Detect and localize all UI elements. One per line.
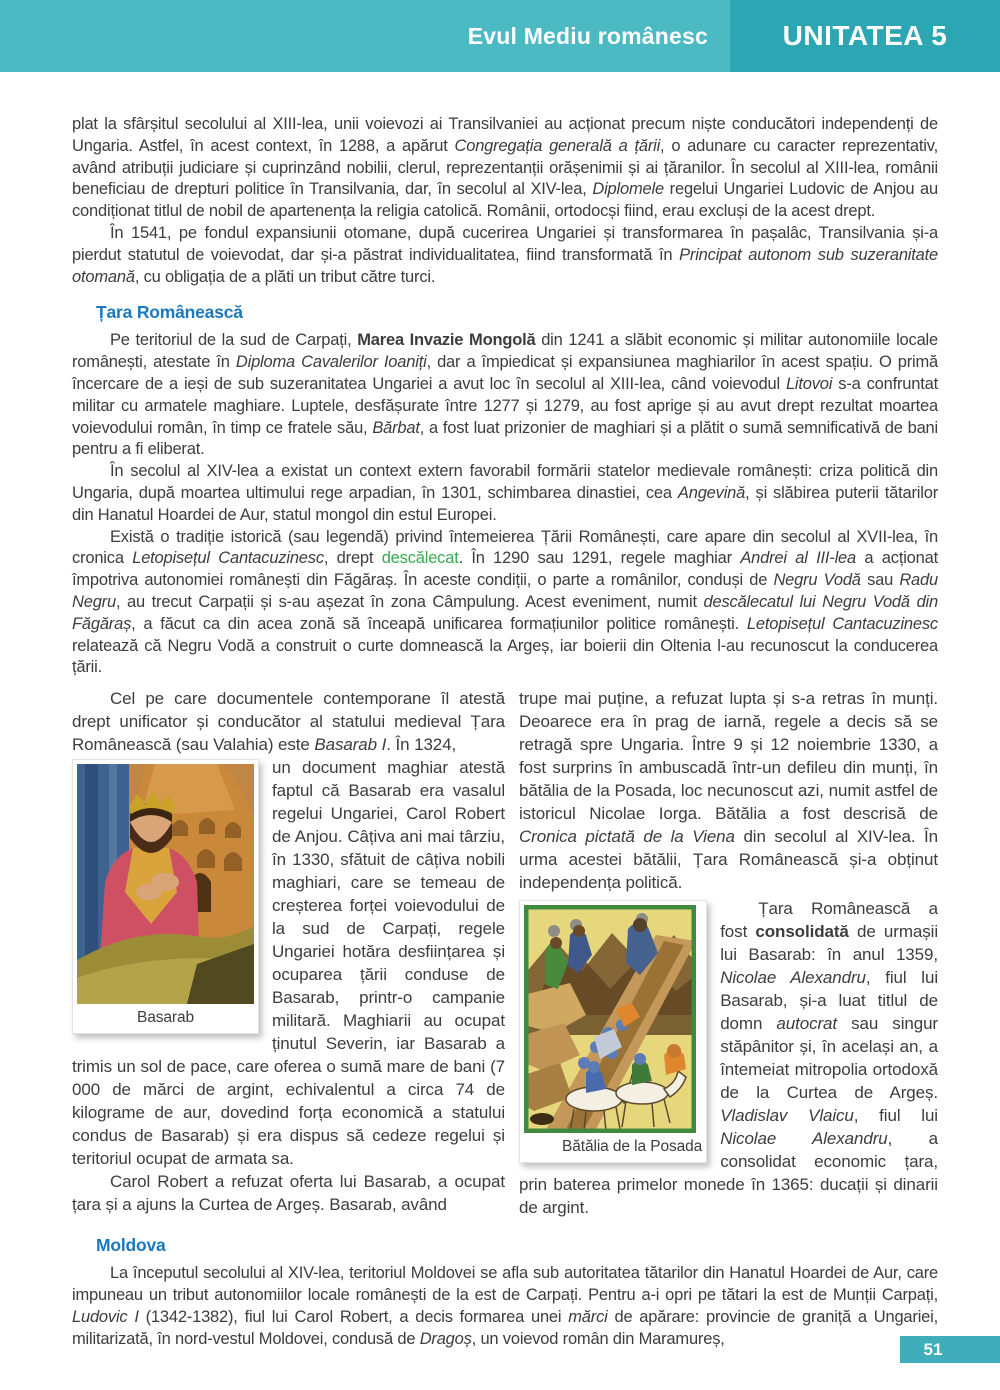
paragraph-text: Țara Românească a fost consolidată de urmașii lui Basarab: în anul 1359, Nicolae Alexandru, fiul lui Basarab, și-a luat titlul de domn autocrat sau singur stăpânitor și, în același an, a întemeiat mitropolia ortodoxă de la Curtea de Argeș. Vladislav Vlaicu, fiul lui Nicolae Alexandru, a consolidat economic țara, prin baterea primelor monede în 1365: ducații și dinarii de argint. — [519, 899, 938, 1218]
two-column-section — [72, 687, 938, 1219]
paragraph-transilvania-continuation — [72, 114, 938, 223]
paragraph-text: trupe mai puține, a refuzat lupta și s-a retras în munți. Deoarece era în prag de iarnă, regele a decis să se retragă spre Ungaria. Între 9 și 12 noiembrie 1330, a fost surprins în ambuscadă într-un defileu din munți, în bătălia de la Posada, loc necunoscut azi, numit astfel de istoricul Nicolae Iorga. Bătălia a fost descrisă de Cronica pictată de la Viena din secolul al XIV-lea. În urma acestei bătălii, Țara Românească și-a obținut independența politică. — [519, 689, 938, 893]
paragraph-transilvania-1541 — [72, 223, 938, 288]
unit-badge: UNITATEA 5 — [730, 0, 1000, 72]
left-column — [72, 687, 505, 1219]
paragraph-traditie-descalecat — [72, 527, 938, 680]
basarab-fresco-image — [77, 764, 254, 1004]
posada-miniature-image — [524, 905, 696, 1133]
paragraph-text: plat la sfârșitul secolului al XIII-lea, unii voievozi ai Transilvaniei au acționat precum niște conducători independenți de Ungaria. Astfel, în acest context, în 1288, a apărut Congregația generală a țării, o adunare cu caracter reprezentativ, având atribuții judiciare și cuprinzând nobilii, clerul, reprezentanții orășenimii și ai țăranilor. În secolul al XIII-lea, românii beneficiau de drepturi politice în Transilvania, dar, în secolul al XIV-lea, Diplomele regelui Ungariei Ludovic de Anjou au condiționat titlul de nobil de apartenența la religia catolică. Românii, ortodocși fiind, erau excluși de la acest drept. — [72, 115, 938, 221]
paragraph-context-extern — [72, 461, 938, 526]
right-column — [519, 687, 938, 1219]
paragraph-text: Pe teritoriul de la sud de Carpați, Marea Invazie Mongolă din 1241 a slăbit economic și militar autonomiile locale românești, atestate în Diploma Cavalerilor Ioaniți, dar a împiedicat și expansiunea maghiarilor în acest spațiu. O primă încercare de a ieși de sub suzeranitatea Ungariei a avut loc în secolul al XIII-lea, când voievodul Litovoi s-a confruntat militar cu armatele maghiare. Luptele, desfășurate între 1277 și 1279, au fost aprige și au avut drept rezultat moartea voievodului român, în timp ce fratele său, Bărbat, a fost luat prizonier de maghiari și a plătit o sumă semnificativă de bani pentru a fi eliberat. — [72, 331, 939, 459]
posada-figure-caption: Bătălia de la Posada — [562, 1138, 703, 1156]
chapter-title: Evul Mediu românesc — [467, 22, 708, 49]
paragraph-consolidare — [519, 897, 938, 1219]
paragraph-basarab-intro — [72, 687, 505, 756]
paragraph-text: La începutul secolului al XIV-lea, teritoriul Moldovei se afla sub autoritatea tătarilor din Hanatul Hoardei de Aur, care impuneau un tribut autonomiilor locale românești de la est de Carpați. Pentru a-i opri pe tătari la est de Munții Carpați, Ludovic I (1342-1382), fiul lui Carol Robert, a decis formarea unei mărci de apărare: provincie de graniță a Ungariei, militarizată, în nord-vestul Moldovei, condusă de Dragoș, un voievod român din Maramureș, — [72, 1264, 938, 1348]
paragraph-text: Cel pe care documentele contemporane îl atestă drept unificator și conducător al statului medieval Țara Românească (sau Valahia) este Basarab I. În 1324, — [72, 689, 505, 755]
paragraph-invazie-mongola — [72, 330, 938, 461]
page-content — [0, 72, 1000, 1352]
paragraph-basarab-wrap — [72, 756, 505, 1170]
paragraph-text: În 1541, pe fondul expansiunii otomane, după cucerirea Ungariei și transformarea în pașalâc, Transilvania și-a pierdut statutul de voievodat, dar și-a păstrat individualitatea, fiind transformată în Principat autonom sub suzeranitate otomană, cu obligația de a plăti un tribut către turci. — [72, 223, 938, 286]
heading-moldova: Moldova — [96, 1235, 166, 1256]
paragraph-carol-robert — [72, 1170, 505, 1216]
posada-figure — [519, 900, 707, 1163]
header-banner — [0, 0, 1000, 72]
paragraph-text: Există o tradiție istorică (sau legendă) privind întemeierea Țării Românești, care apare din secolul al XVII-lea, în cronica Letopisețul Cantacuzinesc, drept descălecat. În 1290 sau 1291, regele maghiar Andrei al III-lea a acționat împotriva autonomiei românești din Făgăraș. În aceste condiții, o parte a românilor, conduși de Negru Vodă sau Radu Negru, au trecut Carpații și s-au așezat în zona Câmpulung. Acest eveniment, numit descălecatul lui Negru Vodă din Făgăraș, a făcut ca din acea zonă să înceapă unificarea formațiunilor politice românești. Letopisețul Cantacuzinesc relatează că Negru Vodă a construit o curte domnească la Argeș, iar boierii din Oltenia l-au recunoscut la conducerea țării. — [72, 527, 938, 677]
paragraph-text: În secolul al XIV-lea a existat un context extern favorabil formării statelor medievale românești: criza politică din Ungaria, după moartea ultimului rege arpadian, în 1301, schimbarea dinastiei, cea Angevină, și slăbirea puterii tătarilor din Hanatul Hoardei de Aur, statul mongol din estul Europei. — [72, 462, 938, 524]
paragraph-moldova — [72, 1263, 938, 1350]
paragraph-posada-battle — [519, 687, 938, 894]
page-number-badge: 51 — [900, 1336, 1000, 1363]
paragraph-text: un document maghiar atestă faptul că Basarab era vasalul regelui Ungariei, Carol Robert de Anjou. Câțiva ani mai târziu, în 1330, sfătuit de câțiva nobili maghiari, care se temeau de creșterea forței voievodului de la sud de Carpați, regele Ungariei hotăra desființarea și ocuparea țării conduse de Basarab, printr-o campanie militară. Maghiarii au ocupat ținutul Severin, iar Basarab a trimis un sol de pace, care oferea o sumă mare de bani (7 000 de mărci de argint, echivalentul a circa 74 de kilograme de aur, dovedind forța economică a statului condus de Basarab) și era dispus să cedeze regelui și teritoriul ocupat de armata sa. — [72, 758, 505, 1169]
heading-tara-romaneasca: Țara Românească — [96, 302, 243, 323]
paragraph-text: Carol Robert a refuzat oferta lui Basarab, a ocupat țara și a ajuns la Curtea de Argeș. Basarab, având — [72, 1172, 505, 1215]
basarab-figure-caption: Basarab — [136, 1009, 195, 1027]
basarab-figure — [72, 759, 259, 1034]
